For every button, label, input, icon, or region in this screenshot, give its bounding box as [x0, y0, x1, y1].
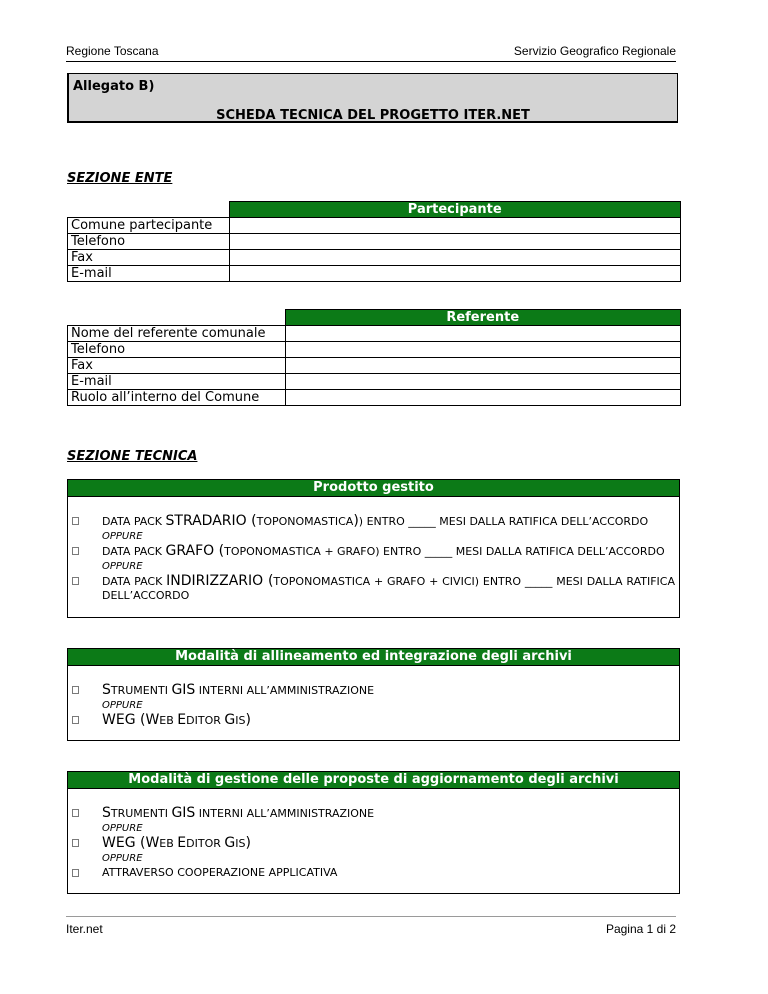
prodotto-box: Prodotto gestito DATA PACK STRADARIO (TOPONOMASTICA)) ENTRO _____ MESI DALLA RATIFICA DELL’ACCORDO OPPURE DATA PACK GRAFO (TOPONOMASTICA + GRAFO) ENTRO _____ MESI DALLA RATIFICA DELL’ACCORDO OPPURE DATA PACK INDIRIZZARIO (TOPONOMASTICA + GRAFO + CIVICI) ENTRO _____ MESI DALLA RATIFICA DELL’ACCORDO: [67, 479, 680, 618]
oppure-label: OPPURE: [102, 531, 143, 542]
oppure-label: OPPURE: [102, 823, 143, 834]
oppure-label: OPPURE: [102, 561, 143, 572]
row-label: Fax: [68, 358, 286, 374]
comune-field[interactable]: [229, 218, 681, 234]
allineamento-box: Modalità di allineamento ed integrazione degli archivi STRUMENTI GIS INTERNI ALL’AMMINISTRAZIONE OPPURE WEG (WEB EDITOR GIS): [67, 648, 680, 741]
row-label: Nome del referente comunale: [68, 326, 286, 342]
section-ente-title: SEZIONE ENTE: [67, 171, 173, 186]
opt-tail: ) ENTRO _____ MESI DALLA RATIFICA DELL’ACCORDO: [358, 515, 649, 528]
table-row: [68, 326, 681, 342]
prodotto-header: Prodotto gestito: [68, 480, 679, 497]
table-row: [68, 250, 681, 266]
table-row: [68, 374, 681, 390]
footer-left: Iter.net: [66, 922, 103, 936]
referente-fax-field[interactable]: [285, 358, 681, 374]
checkbox[interactable]: [72, 517, 79, 525]
row-label: Fax: [68, 250, 230, 266]
table-row: [68, 342, 681, 358]
table-row: [68, 390, 681, 406]
header-left: Regione Toscana: [66, 44, 159, 58]
page-header: [66, 44, 676, 60]
checkbox[interactable]: [72, 839, 79, 847]
footer-divider: [66, 916, 676, 917]
table-row: [68, 358, 681, 374]
email-field[interactable]: [229, 266, 681, 282]
gestione-header: Modalità di gestione delle proposte di aggiornamento degli archivi: [68, 772, 679, 789]
oppure-label: OPPURE: [102, 853, 143, 864]
row-label: E-mail: [68, 374, 286, 390]
telefono-field[interactable]: [229, 234, 681, 250]
allineamento-header: Modalità di allineamento ed integrazione degli archivi: [68, 649, 679, 666]
partecipante-header: Partecipante: [229, 202, 681, 218]
oppure-label: OPPURE: [102, 700, 143, 711]
row-label: Ruolo all’interno del Comune: [68, 390, 286, 406]
table-row: [68, 234, 681, 250]
section-tecnica-title: SEZIONE TECNICA: [67, 449, 198, 464]
fax-field[interactable]: [229, 250, 681, 266]
checkbox[interactable]: [72, 716, 79, 724]
checkbox[interactable]: [72, 809, 79, 817]
document-title: SCHEDA TECNICA DEL PROGETTO ITER.NET: [216, 108, 530, 123]
header-right: Servizio Geografico Regionale: [513, 44, 676, 58]
referente-telefono-field[interactable]: [285, 342, 681, 358]
referente-table: [67, 309, 681, 406]
checkbox[interactable]: [72, 869, 79, 877]
table-row: [68, 266, 681, 282]
page-footer: [66, 922, 676, 938]
partecipante-table: [67, 201, 681, 282]
checkbox[interactable]: [72, 547, 79, 555]
row-label: E-mail: [68, 266, 230, 282]
gestione-box: Modalità di gestione delle proposte di aggiornamento degli archivi STRUMENTI GIS INTERNI ALL’AMMINISTRAZIONE OPPURE WEG (WEB EDITOR GIS) OPPURE ATTRAVERSO COOPERAZIONE APPLICATIVA: [67, 771, 680, 894]
referente-nome-field[interactable]: [285, 326, 681, 342]
row-label: Telefono: [68, 342, 286, 358]
allegato-box: [67, 73, 678, 123]
referente-email-field[interactable]: [285, 374, 681, 390]
referente-ruolo-field[interactable]: [285, 390, 681, 406]
allegato-label: Allegato B): [73, 79, 155, 94]
header-divider: [66, 61, 676, 62]
referente-header: Referente: [285, 310, 681, 326]
checkbox[interactable]: [72, 686, 79, 694]
row-label: Telefono: [68, 234, 230, 250]
row-label: Comune partecipante: [68, 218, 230, 234]
table-row: [68, 218, 681, 234]
page-number: Pagina 1 di 2: [605, 922, 676, 936]
checkbox[interactable]: [72, 577, 79, 585]
